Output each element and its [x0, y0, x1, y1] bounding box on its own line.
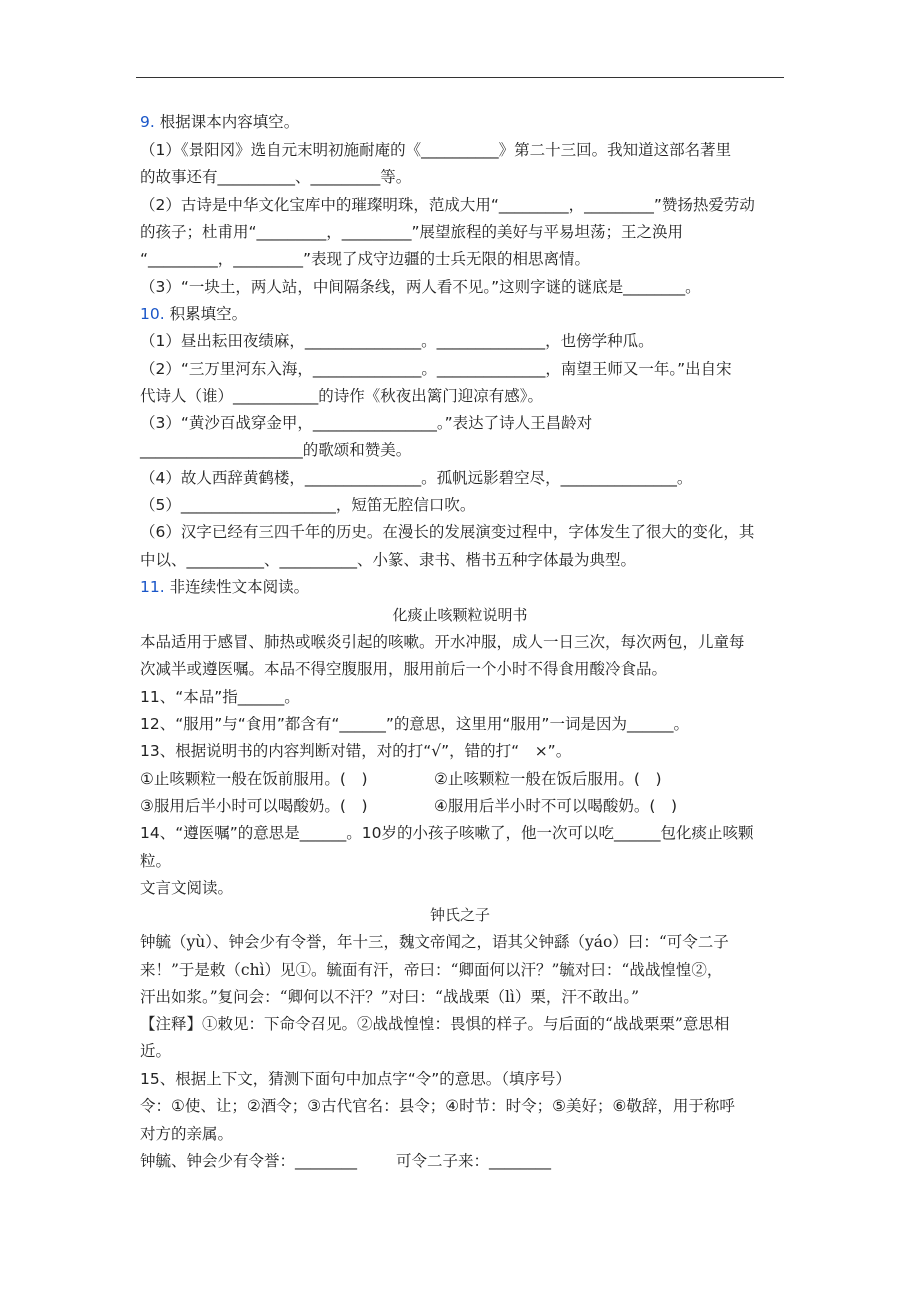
q11-sub-12: 12、“服用”与“食用”都含有“______”的意思，这里用“服用”一词是因为______。 — [140, 715, 689, 733]
judge-option-2: ②止咳颗粒一般在饭后服用。( ) — [434, 770, 662, 788]
annotation-line-2: 近。 — [140, 1042, 172, 1060]
q9-line-1: （1）《景阳冈》选自元末明初施耐庵的《__________》第二十三回。我知道这部名著里 — [140, 141, 732, 159]
instructions-line-2: 次减半或遵医嘱。本品不得空腹服用，服用前后一个小时不得食用酸冷食品。 — [140, 660, 668, 678]
q11-sub-13: 13、根据说明书的内容判断对错，对的打“√”，错的打“ ×”。 — [140, 742, 572, 760]
classical-title: 文言文阅读。 — [140, 879, 234, 897]
judge-option-1: ①止咳颗粒一般在饭前服用。( ) — [140, 770, 368, 788]
definitions-line-2: 对方的亲属。 — [140, 1125, 234, 1143]
q10-line-1: （1）昼出耘田夜绩麻，_______________。______________，也傍学种瓜。 — [140, 332, 654, 350]
q10-title — [140, 304, 247, 324]
q10-line-6: （4）故人西辞黄鹤楼，_______________。孤帆远影碧空尽，_______________。 — [140, 469, 693, 487]
classical-line-2: 来！”于是敕（chì）见①。毓面有汗，帝曰：“卿面何以汗？”毓对曰：“战战惶惶②， — [140, 961, 723, 979]
q11-title-text: 非连续性文本阅读。 — [169, 578, 310, 596]
q10-line-8: （6）汉字已经有三四千年的历史。在漫长的发展演变过程中，字体发生了很大的变化，其 — [140, 523, 755, 541]
q9-line-2: 的故事还有__________、_________等。 — [140, 168, 412, 186]
q9-line-6: （3）“一块土，两人站，中间隔条线，两人看不见。”这则字谜的谜底是________。 — [140, 278, 701, 296]
classical-line-3: 汗出如浆。”复问会：“卿何以不汗？”对曰：“战战栗（lì）栗，汗不敢出。” — [140, 988, 640, 1006]
q11-sub-11: 11、“本品”指______。 — [140, 688, 300, 706]
q10-line-9: 中以、__________、__________、小篆、隶书、楷书五种字体最为典型。 — [140, 551, 637, 569]
q11-number: 11. — [140, 578, 165, 596]
q10-line-4: （3）“黄沙百战穿金甲，________________。”表达了诗人王昌龄对 — [140, 414, 593, 432]
instructions-line-1: 本品适用于感冒、肺热或喉炎引起的咳嗽。开水冲服，成人一日三次，每次两包，儿童每 — [140, 633, 745, 651]
q10-line-2: （2）“三万里河东入海，______________。______________，南望王师又一年。”出自宋 — [140, 360, 732, 378]
q9-number: 9. — [140, 113, 155, 131]
q9-line-5: “_________，_________”表现了戍守边疆的士兵无限的相思离情。 — [140, 250, 591, 268]
q9-line-3: （2）古诗是中华文化宝库中的璀璨明珠，范成大用“_________，_________”赞扬热爱劳动 — [140, 196, 755, 214]
classical-heading: 钟氏之子 — [429, 906, 490, 924]
q15-prompt: 15、根据上下文，猜测下面句中加点字“令”的意思。（填序号） — [140, 1070, 572, 1088]
q9-title-text: 根据课本内容填空。 — [159, 113, 300, 131]
annotation-line-1: 【注释】①敕见：下命令召见。②战战惶惶：畏惧的样子。与后面的“战战栗栗”意思相 — [140, 1015, 730, 1033]
judge-option-3: ③服用后半小时可以喝酸奶。( ) — [140, 797, 368, 815]
q9-line-4: 的孩子；杜甫用“_________，_________”展望旅程的美好与平易坦荡；王之涣用 — [140, 223, 684, 241]
instructions-heading: 化痰止咳颗粒说明书 — [392, 606, 528, 624]
q9-title — [140, 112, 299, 132]
classical-line-1: 钟毓（yù）、钟会少有令誉，年十三，魏文帝闻之，语其父钟繇（yáo）曰：“可令二子 — [140, 933, 729, 951]
q11-sub-14-line-1: 14、“遵医嘱”的意思是______。10岁的小孩子咳嗽了，他一次可以吃______包化痰止咳颗 — [140, 824, 754, 842]
q11-sub-14-line-2: 粒。 — [140, 852, 172, 870]
q10-line-7: （5）____________________，短笛无腔信口吹。 — [140, 496, 476, 514]
answer-blank-2: 可令二子来：________ — [396, 1152, 552, 1170]
q11-title — [140, 577, 309, 597]
definitions-line-1: 令：①使、让；②酒令；③古代官名：县令；④时节：时令；⑤美好；⑥敬辞，用于称呼 — [140, 1097, 735, 1115]
q10-number: 10. — [140, 305, 165, 323]
answer-blank-1: 钟毓、钟会少有令誉：________ — [140, 1152, 358, 1170]
q10-title-text: 积累填空。 — [169, 305, 248, 323]
q10-line-3: 代诗人（谁）___________的诗作《秋夜出篱门迎凉有感》。 — [140, 387, 544, 405]
q10-line-5: _____________________的歌颂和赞美。 — [140, 441, 412, 459]
judge-option-4: ④服用后半小时不可以喝酸奶。( ) — [434, 797, 677, 815]
header-rule — [136, 77, 784, 78]
